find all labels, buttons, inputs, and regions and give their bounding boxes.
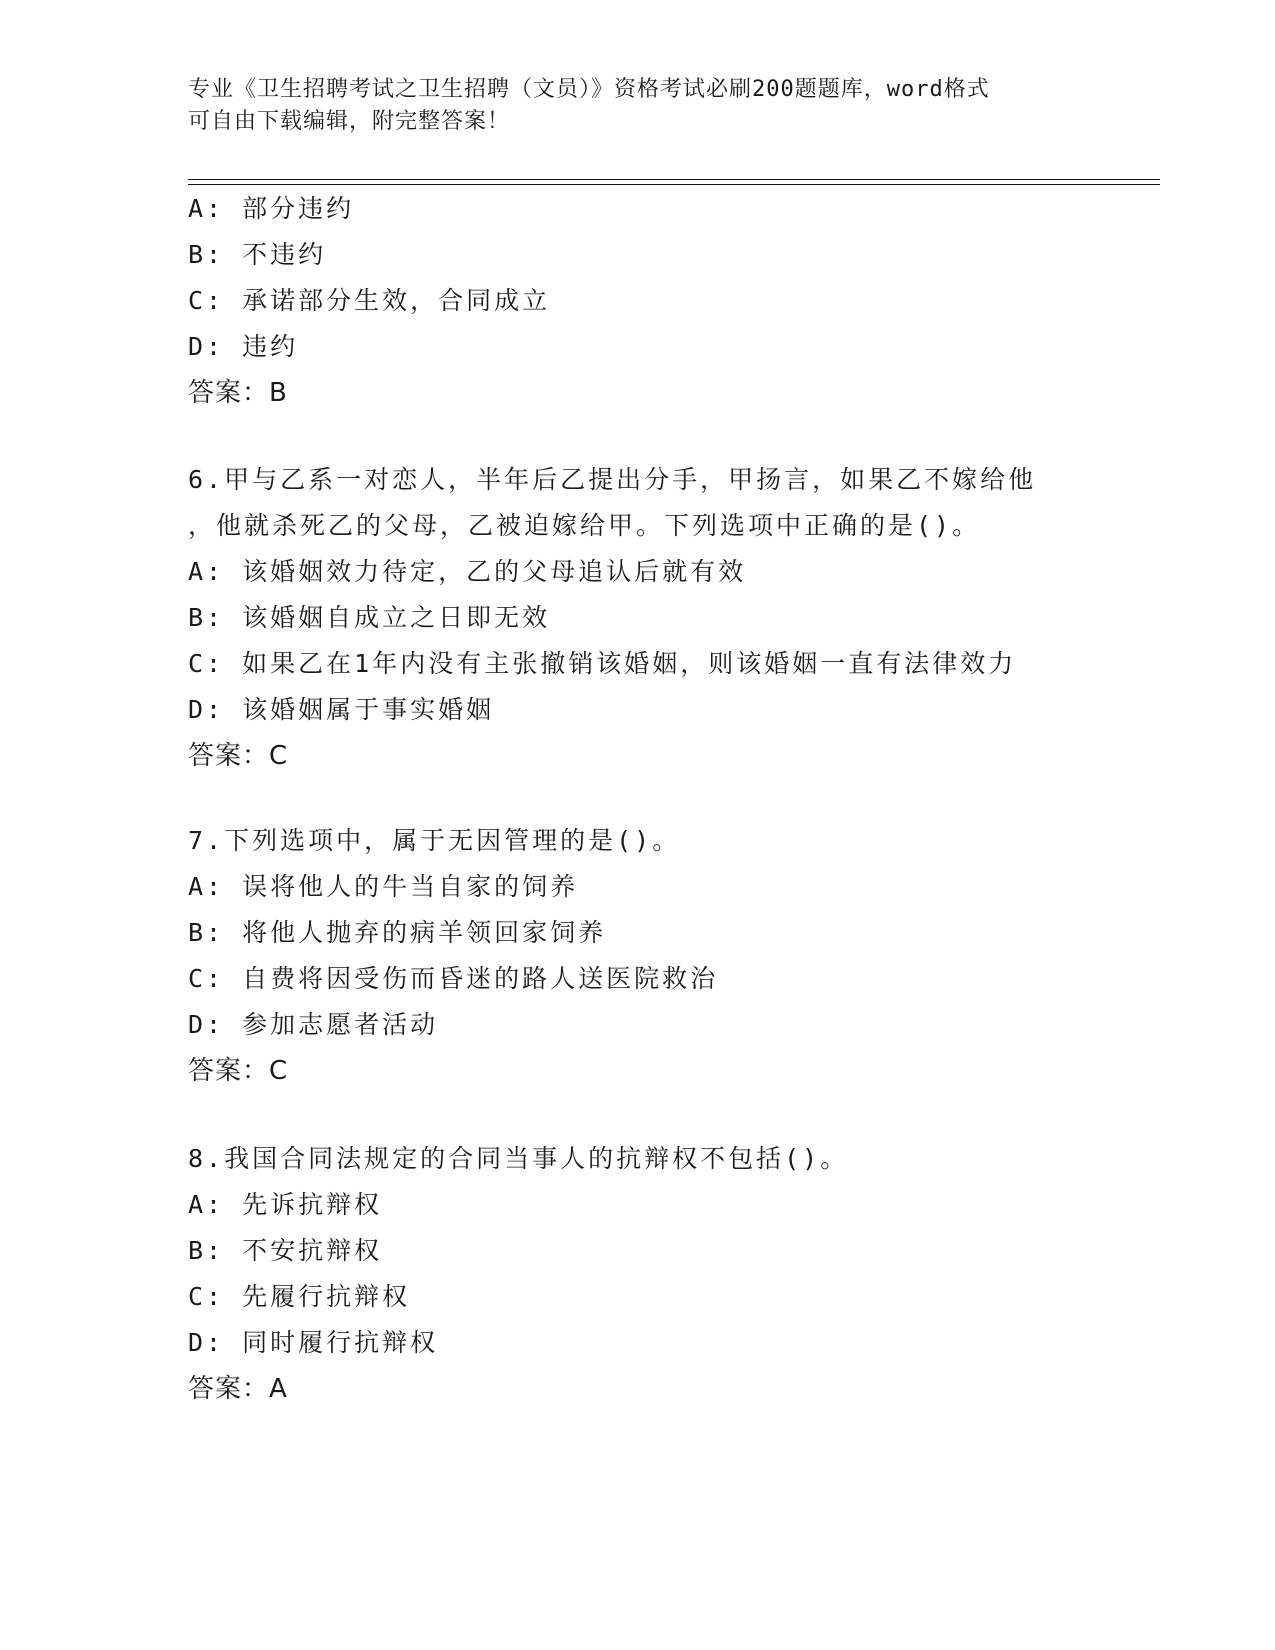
- option-c: C: 承诺部分生效，合同成立: [188, 286, 551, 315]
- option-a: A: 先诉抗辩权: [188, 1190, 383, 1219]
- answer-line: 答案：C: [188, 741, 289, 771]
- option-d: D: 参加志愿者活动: [188, 1010, 439, 1039]
- document-header: [188, 74, 1088, 138]
- option-d: D: 同时履行抗辩权: [188, 1328, 439, 1357]
- option-d: D: 违约: [188, 332, 299, 361]
- option-c: C: 如果乙在1年内没有主张撤销该婚姻，则该婚姻一直有法律效力: [188, 649, 1017, 678]
- option-b: B: 该婚姻自成立之日即无效: [188, 603, 551, 632]
- option-b: B: 将他人抛弃的病羊领回家饲养: [188, 918, 607, 947]
- answer-line: 答案：A: [188, 1374, 288, 1404]
- option-c: C: 先履行抗辩权: [188, 1282, 411, 1311]
- question-stem-line-1: 8.我国合同法规定的合同当事人的抗辩权不包括()。: [188, 1144, 849, 1173]
- option-a: A: 误将他人的牛当自家的饲养: [188, 872, 579, 901]
- option-b: B: 不违约: [188, 240, 327, 269]
- header-divider-bottom: [188, 184, 1160, 185]
- option-a: A: 部分违约: [188, 194, 355, 223]
- answer-line: 答案：B: [188, 378, 288, 408]
- question-stem-line-2: ，他就杀死乙的父母，乙被迫嫁给甲。下列选项中正确的是()。: [188, 511, 981, 540]
- option-a: A: 该婚姻效力待定，乙的父母追认后就有效: [188, 557, 747, 586]
- question-8: [188, 1136, 1088, 1412]
- question-stem-line-1: 6.甲与乙系一对恋人，半年后乙提出分手，甲扬言，如果乙不嫁给他: [188, 465, 1037, 494]
- header-line-2: 可自由下载编辑，附完整答案！: [188, 109, 511, 134]
- option-b: B: 不安抗辩权: [188, 1236, 383, 1265]
- question-6: [188, 457, 1088, 779]
- answer-line: 答案：C: [188, 1056, 289, 1086]
- question-7: [188, 818, 1088, 1094]
- question-stem-line-1: 7.下列选项中，属于无因管理的是()。: [188, 826, 681, 855]
- option-d: D: 该婚姻属于事实婚姻: [188, 695, 495, 724]
- question-5-tail: [188, 186, 1088, 416]
- option-c: C: 自费将因受伤而昏迷的路人送医院救治: [188, 964, 719, 993]
- header-divider-top: [188, 179, 1160, 180]
- header-line-1: 专业《卫生招聘考试之卫生招聘（文员）》资格考试必刷200题题库，word格式: [188, 77, 990, 102]
